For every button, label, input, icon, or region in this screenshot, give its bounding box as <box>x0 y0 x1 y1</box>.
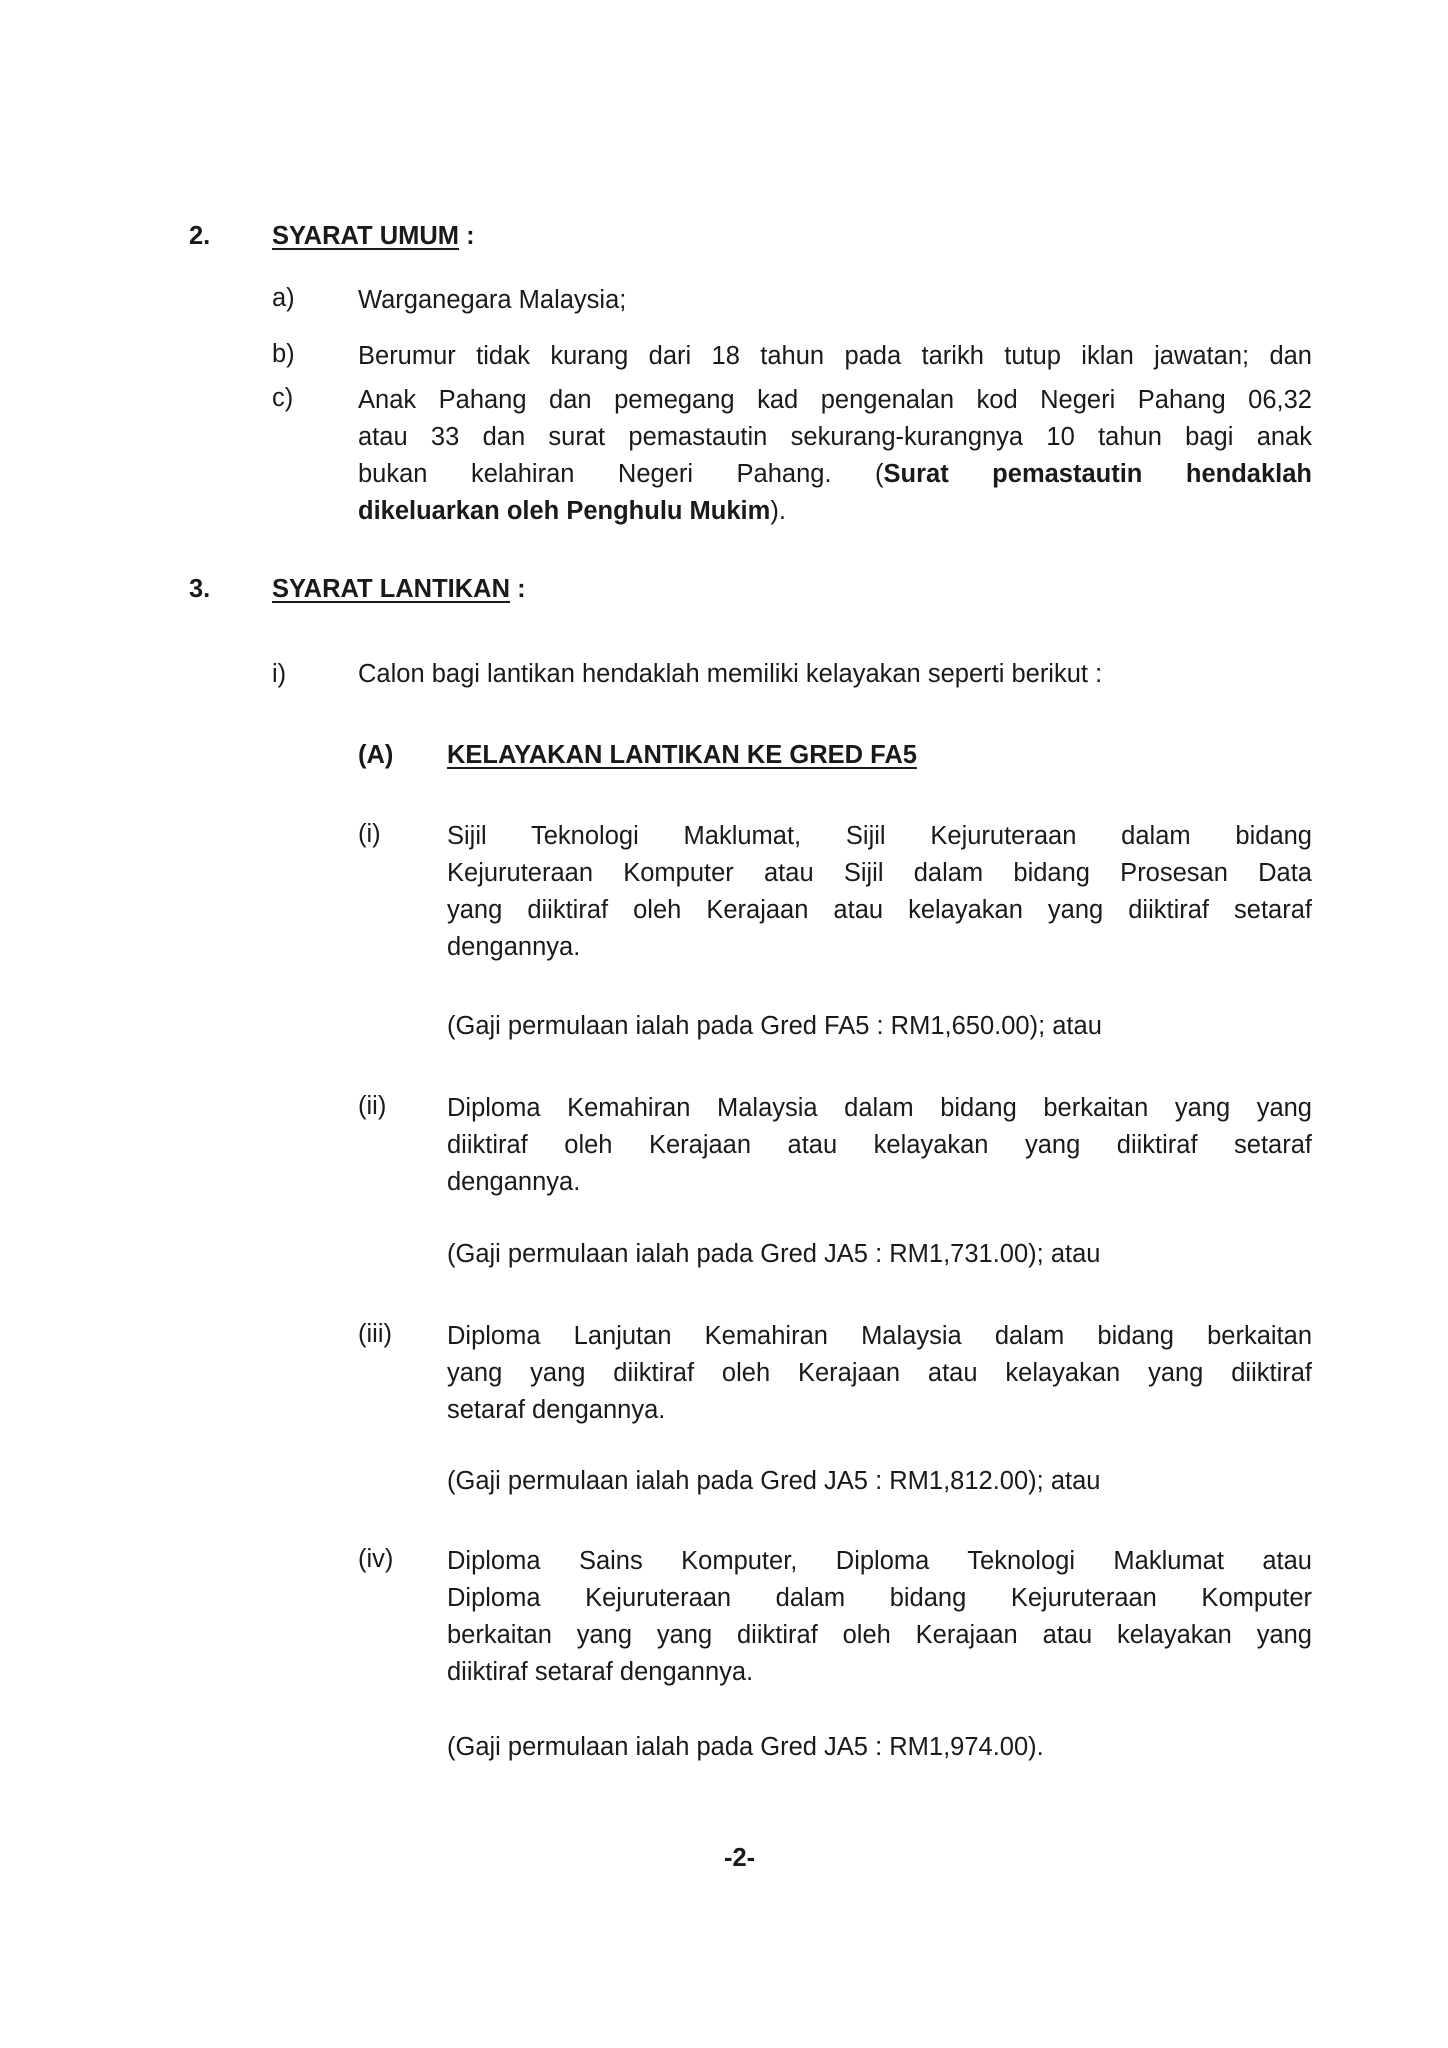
qualification-ii-text <box>447 1090 1312 1201</box>
qualification-iv-text <box>447 1543 1312 1691</box>
item-a-marker: a) <box>272 284 295 312</box>
text-line: atau 33 dan surat pemastautin sekurang-kurangnya 10 tahun bagi anak <box>358 423 1312 451</box>
salary-ja5-1812: (Gaji permulaan ialah pada Gred JA5 : RM1,812.00); atau <box>447 1467 1101 1495</box>
item-a-text <box>358 282 1312 319</box>
text-span: ). <box>770 497 786 525</box>
text-line: Diploma Kemahiran Malaysia dalam bidang berkaitan yang yang <box>447 1094 1312 1122</box>
section-2-number: 2. <box>189 222 211 250</box>
section-2-title: SYARAT UMUM <box>272 222 460 250</box>
item-b-text <box>358 338 1312 375</box>
qualification-ii-marker: (ii) <box>358 1092 387 1120</box>
section-3-colon: : <box>517 575 526 603</box>
qualification-iv-marker: (iv) <box>358 1545 394 1573</box>
text-line: diiktiraf setaraf dengannya. <box>447 1658 754 1686</box>
section-3-title: SYARAT LANTIKAN <box>272 575 511 603</box>
text-line: diiktiraf oleh Kerajaan atau kelayakan yang diiktiraf setaraf <box>447 1131 1312 1159</box>
text-line: berkaitan yang yang diiktiraf oleh Kerajaan atau kelayakan yang <box>447 1621 1312 1649</box>
text-line: Diploma Kejuruteraan dalam bidang Kejuruteraan Komputer <box>447 1584 1312 1612</box>
item-c-marker: c) <box>272 384 294 412</box>
text-line: dengannya. <box>447 933 581 961</box>
salary-ja5-1974: (Gaji permulaan ialah pada Gred JA5 : RM1,974.00). <box>447 1733 1044 1761</box>
bold-text-span: dikeluarkan oleh Penghulu Mukim <box>358 497 771 525</box>
text-line: Berumur tidak kurang dari 18 tahun pada tarikh tutup iklan jawatan; dan <box>358 342 1312 370</box>
text-line: Diploma Lanjutan Kemahiran Malaysia dalam bidang berkaitan <box>447 1322 1312 1350</box>
subsection-a-title: KELAYAKAN LANTIKAN KE GRED FA5 <box>447 741 917 769</box>
bold-text-span: Surat pemastautin hendaklah <box>883 460 1312 488</box>
salary-ja5-1731: (Gaji permulaan ialah pada Gred JA5 : RM1,731.00); atau <box>447 1240 1101 1268</box>
text-line: setaraf dengannya. <box>447 1396 666 1424</box>
item-c-text <box>358 382 1312 530</box>
text-line: yang yang diiktiraf oleh Kerajaan atau kelayakan yang diiktiraf <box>447 1359 1312 1387</box>
text-line <box>358 493 1312 530</box>
intro-marker: i) <box>272 660 287 688</box>
subsection-a-marker: (A) <box>358 741 394 769</box>
text-line: Diploma Sains Komputer, Diploma Teknologi Maklumat atau <box>447 1547 1312 1575</box>
text-span: bukan kelahiran Negeri Pahang. ( <box>358 460 884 488</box>
page-number: -2- <box>724 1844 756 1872</box>
qualification-i-text <box>447 818 1312 966</box>
item-b-marker: b) <box>272 340 295 368</box>
section-2-colon: : <box>466 222 475 250</box>
text-line: yang diiktiraf oleh Kerajaan atau kelayakan yang diiktiraf setaraf <box>447 896 1312 924</box>
section-3-number: 3. <box>189 575 211 603</box>
section-3-heading <box>272 575 526 604</box>
text-line: Anak Pahang dan pemegang kad pengenalan kod Negeri Pahang 06,32 <box>358 386 1312 414</box>
text-line <box>358 456 1312 493</box>
qualification-iii-marker: (iii) <box>358 1320 392 1348</box>
intro-text: Calon bagi lantikan hendaklah memiliki kelayakan seperti berikut : <box>358 660 1103 688</box>
section-2-heading <box>272 222 475 251</box>
qualification-i-marker: (i) <box>358 820 381 848</box>
text-line: Sijil Teknologi Maklumat, Sijil Kejuruteraan dalam bidang <box>447 822 1312 850</box>
text-line: Warganegara Malaysia; <box>358 286 627 314</box>
text-line: dengannya. <box>447 1168 581 1196</box>
qualification-iii-text <box>447 1318 1312 1429</box>
salary-fa5: (Gaji permulaan ialah pada Gred FA5 : RM1,650.00); atau <box>447 1012 1102 1040</box>
text-line: Kejuruteraan Komputer atau Sijil dalam bidang Prosesan Data <box>447 859 1312 887</box>
